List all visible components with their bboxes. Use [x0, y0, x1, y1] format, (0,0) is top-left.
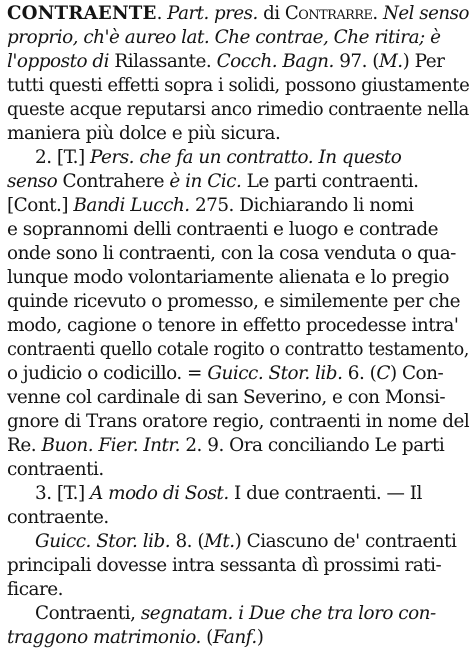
entry-text: contraenti.: [7, 459, 104, 480]
entry-line: [7, 146, 469, 170]
entry-text: ): [256, 627, 264, 648]
entry-line: [7, 434, 469, 458]
italic-text: è in Cic.: [169, 171, 242, 192]
entry-text: Contrahere: [57, 171, 170, 192]
entry-line: [7, 386, 469, 410]
entry-text: ) Con-: [389, 363, 444, 384]
entry-text: venne col cardinale di san Severino, e con Monsi-: [7, 387, 446, 408]
entry-text: e soprannomi delli contraenti e luogo e contrade: [7, 219, 439, 240]
entry-text: 2. [T.]: [35, 147, 90, 168]
entry-line: [7, 74, 469, 98]
italic-text: segnatam. i Due che tra loro con-: [140, 603, 436, 624]
entry-line: [7, 50, 469, 74]
entry-line: [7, 338, 469, 362]
entry-text: .: [372, 3, 383, 24]
entry-line: [7, 242, 469, 266]
entry-text: 97. (: [333, 51, 379, 72]
entry-text: onde sono li contraenti, con la cosa venduta o qua-: [7, 243, 456, 264]
entry-line: [7, 266, 469, 290]
italic-text: senso: [7, 171, 58, 192]
entry-text: 6. (: [342, 363, 377, 384]
entry-line: [7, 314, 469, 338]
italic-text: A modo di Sost.: [90, 483, 229, 504]
entry-text: Le parti contraenti.: [241, 171, 419, 192]
entry-text: ) Ciascuno de' contraenti: [234, 531, 457, 552]
entry-line: [7, 458, 469, 482]
italic-text: Nel senso: [382, 3, 469, 24]
entry-text: 275. Dichiarando li nomi: [189, 195, 414, 216]
entry-text: .: [156, 3, 168, 24]
dictionary-entry: [7, 2, 469, 650]
entry-text: ficare.: [7, 579, 63, 600]
italic-text: Pers. che fa un contratto. In questo: [90, 147, 402, 168]
headword: CONTRAENTE: [7, 3, 157, 24]
entry-text: Contrarre: [284, 3, 373, 24]
entry-line: [7, 506, 469, 530]
entry-text: [Cont.]: [7, 195, 74, 216]
entry-text: o judicio o codicillo. =: [7, 363, 208, 384]
entry-line: [7, 2, 469, 26]
entry-text: Rilassante.: [109, 51, 217, 72]
entry-text: contraenti quello cotale rogito o contratto testamento,: [7, 339, 469, 360]
entry-text: maniera più dolce e più sicura.: [7, 123, 281, 144]
italic-text: C: [376, 363, 390, 384]
italic-text: Part. pres.: [167, 3, 258, 24]
entry-line: [7, 410, 469, 434]
entry-text: principali dovesse intra sessanta dì prossimi rati-: [7, 555, 442, 576]
entry-line: [7, 482, 469, 506]
entry-line: [7, 530, 469, 554]
entry-text: gnore di Trans oratore regio, contraenti in nome del: [7, 411, 470, 432]
italic-text: Cocch. Bagn.: [216, 51, 334, 72]
entry-line: [7, 602, 469, 626]
italic-text: M.: [378, 51, 403, 72]
entry-line: [7, 194, 469, 218]
italic-text: Buon. Fier. Intr.: [41, 435, 181, 456]
entry-text: 8. (: [170, 531, 205, 552]
entry-line: [7, 626, 469, 650]
italic-text: Mt.: [204, 531, 235, 552]
italic-text: Guicc. Stor. lib.: [207, 363, 343, 384]
entry-line: [7, 578, 469, 602]
entry-text: Contraenti,: [35, 603, 141, 624]
entry-text: (: [200, 627, 213, 648]
italic-text: proprio, ch'è aureo lat. Che contrae, Che ritira; è: [7, 27, 441, 48]
entry-text: queste acque reputarsi anco rimedio contraente nella: [7, 99, 469, 120]
entry-text: contraente.: [7, 507, 109, 528]
entry-text: quinde ricevuto o promesso, e similemente per che: [7, 291, 461, 312]
italic-text: Bandi Lucch.: [73, 195, 190, 216]
entry-text: di: [257, 3, 285, 24]
entry-text: Re.: [7, 435, 42, 456]
italic-text: l'opposto di: [7, 51, 110, 72]
entry-line: [7, 554, 469, 578]
entry-line: [7, 122, 469, 146]
entry-text: lunque modo volontariamente alienata e lo pregio: [7, 267, 449, 288]
entry-text: modo, cagione o tenore in effetto procedesse intra': [7, 315, 459, 336]
entry-line: [7, 98, 469, 122]
entry-text: 3. [T.]: [35, 483, 90, 504]
entry-line: [7, 170, 469, 194]
entry-text: 2. 9. Ora conciliando Le parti: [180, 435, 445, 456]
entry-text: ) Per: [402, 51, 445, 72]
entry-text: I due contraenti. — Il: [228, 483, 422, 504]
entry-text: tutti questi effetti sopra i solidi, possono giustamente: [7, 75, 470, 96]
italic-text: Guicc. Stor. lib.: [35, 531, 171, 552]
entry-line: [7, 362, 469, 386]
italic-text: traggono matrimonio.: [7, 627, 201, 648]
entry-line: [7, 26, 469, 50]
italic-text: Fanf.: [212, 627, 257, 648]
entry-line: [7, 290, 469, 314]
entry-line: [7, 218, 469, 242]
